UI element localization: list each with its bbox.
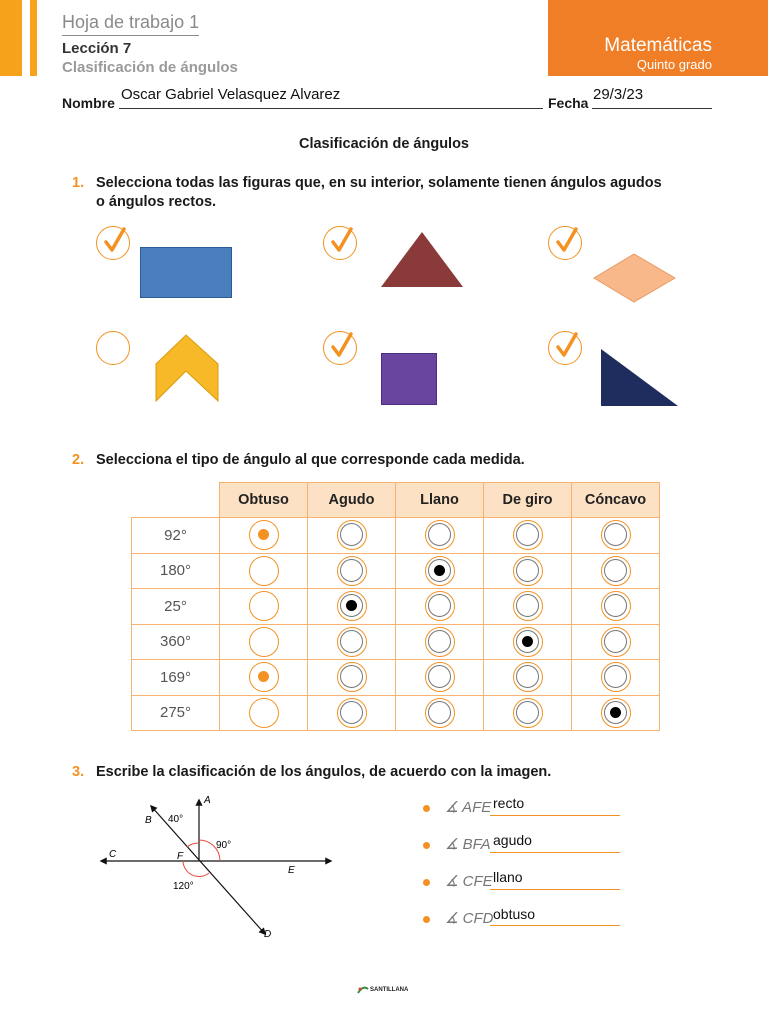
- radio-concavo[interactable]: [601, 520, 631, 550]
- q2-text: Selecciona el tipo de ángulo al que corresponde cada medida.: [96, 452, 525, 468]
- q3-number: 3.: [72, 764, 85, 780]
- lesson-number: Lección 7: [62, 40, 132, 57]
- radio-de-giro[interactable]: [513, 662, 543, 692]
- name-field[interactable]: Oscar Gabriel Velasquez Alvarez: [121, 86, 341, 103]
- measure-cell: 25°: [132, 589, 220, 625]
- name-label: Nombre: [62, 95, 115, 111]
- col-header: Cóncavo: [572, 483, 660, 518]
- q1-number: 1.: [72, 175, 85, 191]
- figure-square: [381, 353, 437, 405]
- header-accent-bar: [0, 0, 22, 76]
- figure-rectangle: [140, 247, 232, 298]
- radio-obtuso[interactable]: [249, 698, 279, 728]
- radio-concavo[interactable]: [601, 627, 631, 657]
- figure-right-triangle: [600, 348, 680, 408]
- line-bd: [151, 806, 265, 934]
- label-120: 120°: [173, 881, 194, 892]
- angle-label: ∡ AFE: [445, 799, 492, 816]
- radio-de-giro[interactable]: [513, 520, 543, 550]
- figure-checkbox-square[interactable]: [323, 331, 357, 365]
- angle-label: ∡ CFE: [445, 873, 493, 890]
- figure-checkbox-right-triangle[interactable]: [548, 331, 582, 365]
- radio-llano[interactable]: [425, 591, 455, 621]
- radio-concavo[interactable]: [601, 698, 631, 728]
- checkmark-icon: [327, 332, 357, 362]
- answer-line: [490, 851, 620, 853]
- figure-checkbox-triangle[interactable]: [323, 226, 357, 260]
- figure-rhombus: [593, 253, 677, 303]
- radio-obtuso[interactable]: [249, 520, 279, 550]
- label-b: B: [145, 815, 152, 826]
- answer-field[interactable]: agudo: [493, 832, 532, 848]
- answer-field[interactable]: llano: [493, 869, 523, 885]
- radio-de-giro[interactable]: [513, 627, 543, 657]
- lesson-topic: Clasificación de ángulos: [62, 59, 238, 76]
- label-e: E: [288, 865, 295, 876]
- q1-text-line1: Selecciona todas las figuras que, en su interior, solamente tienen ángulos agudos: [96, 175, 662, 191]
- figure-checkbox-rhombus[interactable]: [548, 226, 582, 260]
- worksheet-heading: Clasificación de ángulos: [298, 136, 469, 152]
- col-header: Llano: [396, 483, 484, 518]
- bullet: [423, 842, 430, 849]
- radio-agudo[interactable]: [337, 627, 367, 657]
- table-row: [132, 660, 660, 696]
- measure-cell: 92°: [132, 518, 220, 554]
- radio-obtuso[interactable]: [249, 662, 279, 692]
- radio-de-giro[interactable]: [513, 698, 543, 728]
- measure-cell: 275°: [132, 695, 220, 731]
- answer-line: [490, 888, 620, 890]
- grade-label: Quinto grado: [636, 57, 712, 72]
- name-line: [119, 108, 543, 109]
- col-header: De giro: [484, 483, 572, 518]
- arc-40: [187, 843, 199, 847]
- col-header: Obtuso: [220, 483, 308, 518]
- subject-title: Matemáticas: [604, 35, 712, 56]
- header-accent-bar-thin: [30, 0, 37, 76]
- figure-triangle: [380, 231, 464, 288]
- angle-label: ∡ BFA: [445, 836, 491, 853]
- label-f: F: [177, 851, 184, 862]
- answer-line: [490, 814, 620, 816]
- checkmark-icon: [100, 227, 130, 257]
- figure-checkbox-rectangle[interactable]: [96, 226, 130, 260]
- worksheet-title: Hoja de trabajo 1: [62, 12, 199, 36]
- table-corner: [132, 483, 220, 518]
- answer-line: [490, 924, 620, 926]
- label-c: C: [109, 849, 117, 860]
- date-line: [592, 108, 712, 109]
- col-header: Agudo: [308, 483, 396, 518]
- table-row: [132, 518, 660, 554]
- label-d: D: [264, 929, 272, 940]
- logo-icon: [357, 985, 369, 995]
- measure-cell: 169°: [132, 660, 220, 696]
- radio-obtuso[interactable]: [249, 556, 279, 586]
- table-row: [132, 589, 660, 625]
- bullet: [423, 879, 430, 886]
- angle-diagram: [95, 790, 345, 950]
- bullet: [423, 916, 430, 923]
- angle-type-table: [131, 482, 660, 731]
- radio-concavo[interactable]: [601, 662, 631, 692]
- q3-text: Escribe la clasificación de los ángulos, de acuerdo con la imagen.: [96, 764, 552, 780]
- q1-text-line2: o ángulos rectos.: [96, 194, 217, 210]
- radio-agudo[interactable]: [337, 520, 367, 550]
- radio-llano[interactable]: [425, 698, 455, 728]
- figure-checkbox-chevron[interactable]: [96, 331, 130, 365]
- checkmark-icon: [552, 332, 582, 362]
- arc-120: [183, 861, 209, 877]
- radio-de-giro[interactable]: [513, 591, 543, 621]
- date-field[interactable]: 29/3/23: [593, 86, 644, 103]
- date-label: Fecha: [548, 95, 589, 111]
- logo-text: SANTILLANA: [370, 987, 409, 993]
- radio-agudo[interactable]: [337, 698, 367, 728]
- measure-cell: 360°: [132, 624, 220, 660]
- label-a: A: [204, 795, 211, 806]
- radio-agudo[interactable]: [337, 591, 367, 621]
- figure-chevron: [155, 334, 219, 402]
- bullet: [423, 805, 430, 812]
- radio-obtuso[interactable]: [249, 591, 279, 621]
- checkmark-icon: [552, 227, 582, 257]
- q2-number: 2.: [72, 452, 85, 468]
- radio-agudo[interactable]: [337, 556, 367, 586]
- label-40: 40°: [168, 814, 184, 825]
- answer-field[interactable]: recto: [493, 795, 525, 811]
- radio-llano[interactable]: [425, 662, 455, 692]
- table-header-row: [132, 483, 660, 518]
- radio-de-giro[interactable]: [513, 556, 543, 586]
- angle-label: ∡ CFD: [445, 910, 494, 927]
- publisher-logo: [357, 985, 408, 995]
- table-row: [132, 553, 660, 589]
- radio-concavo[interactable]: [601, 591, 631, 621]
- radio-llano[interactable]: [425, 520, 455, 550]
- table-row: [132, 695, 660, 731]
- answer-field[interactable]: obtuso: [493, 906, 536, 922]
- table-row: [132, 624, 660, 660]
- checkmark-icon: [327, 227, 357, 257]
- radio-llano[interactable]: [425, 627, 455, 657]
- label-90: 90°: [216, 840, 232, 851]
- radio-agudo[interactable]: [337, 662, 367, 692]
- radio-obtuso[interactable]: [249, 627, 279, 657]
- measure-cell: 180°: [132, 553, 220, 589]
- radio-concavo[interactable]: [601, 556, 631, 586]
- radio-llano[interactable]: [425, 556, 455, 586]
